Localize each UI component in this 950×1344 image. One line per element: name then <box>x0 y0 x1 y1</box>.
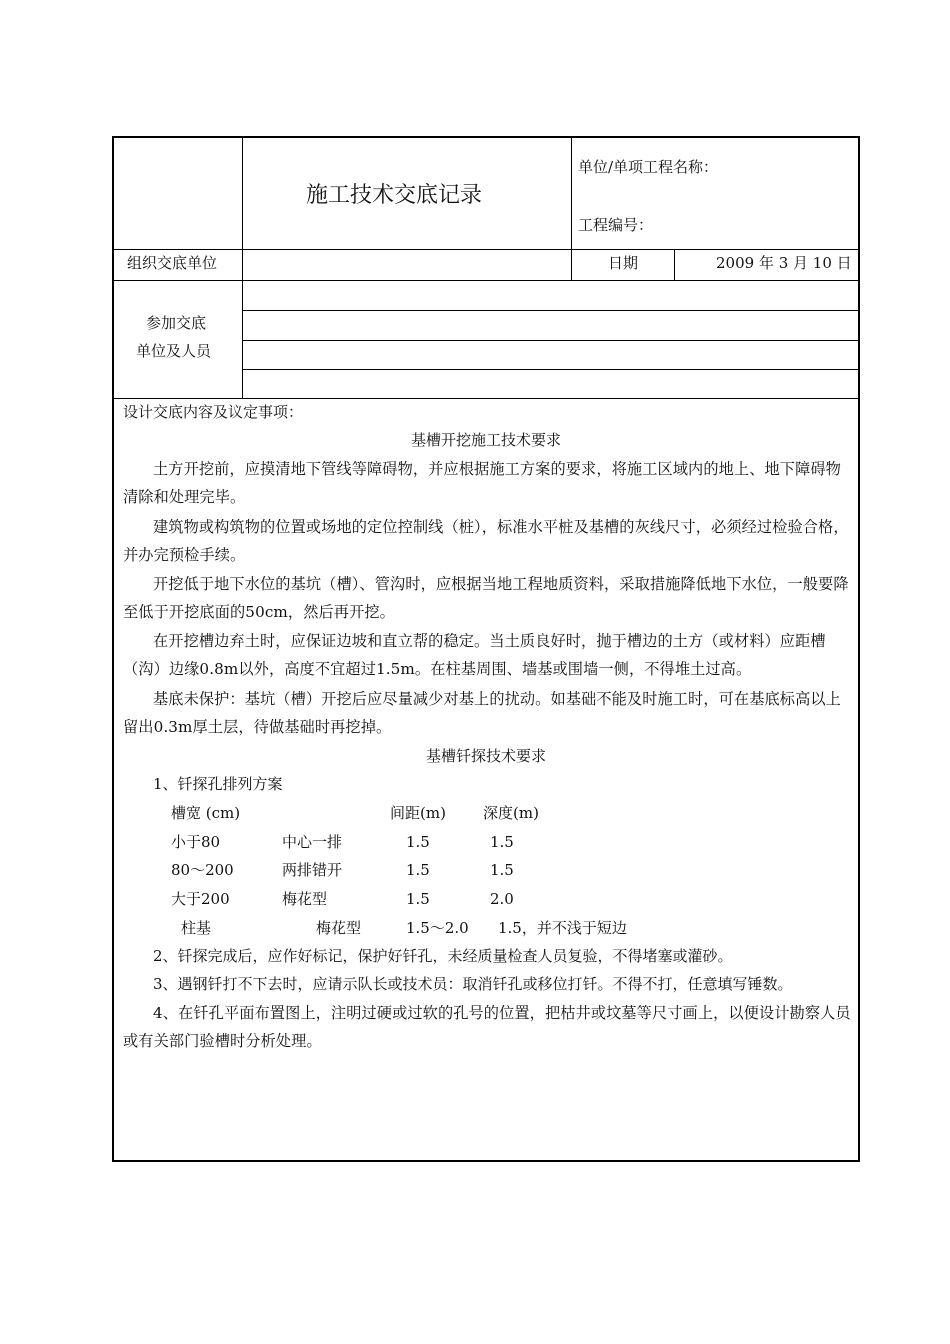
probe-table-header-spacing: 间距(m) <box>390 804 446 822</box>
divider-v-header-right <box>571 137 572 281</box>
section1-paragraph: 在开挖槽边弃土时，应保证边坡和直立帮的稳定。当土质良好时，抛于槽边的土方（或材料）应距槽（沟）边缘0.8m以外，高度不宜超过1.5m。在柱基周围、墙基或围墙一侧，不得堆土过高。 <box>123 632 826 678</box>
divider-h-org-bottom <box>113 280 859 281</box>
divider-h-participant-2 <box>242 340 859 341</box>
date-label: 日期 <box>608 254 639 272</box>
probe-item-3: 3、遇钢钎打不下去时，应请示队长或技术员：取消钎孔或移位打钎。不得不打，任意填写锤数。 <box>153 975 793 993</box>
section1-paragraph: 开挖低于地下水位的基坑（槽）、管沟时，应根据当地工程地质资料，采取措施降低地下水位，一般要降至低于开挖底面的50cm，然后再开挖。 <box>123 575 849 621</box>
probe-row-width: 80～200 <box>171 861 234 879</box>
date-value: 2009 年 3 月 10 日 <box>716 254 852 272</box>
probe-row-depth: 1.5 <box>490 833 514 851</box>
probe-row-depth: 1.5 <box>490 861 514 879</box>
probe-row-pattern: 梅花型 <box>316 919 362 937</box>
probe-item-4: 4、在钎孔平面布置图上，注明过硬或过软的孔号的位置，把枯井或坟墓等尺寸画上，以便设计勘察人员或有关部门验槽时分析处理。 <box>123 1004 851 1050</box>
probe-row-width: 柱基 <box>181 919 212 937</box>
probe-table-header-width: 槽宽 (cm) <box>171 804 241 822</box>
divider-h-participant-1 <box>242 310 859 311</box>
unit-project-name-label: 单位/单项工程名称： <box>578 158 719 176</box>
probe-row-spacing: 1.5 <box>406 890 430 908</box>
probe-row-pattern: 梅花型 <box>282 890 328 908</box>
content-heading: 设计交底内容及议定事项： <box>123 403 304 421</box>
org-unit-label: 组织交底单位 <box>127 254 218 272</box>
participants-label-line1: 参加交底 <box>146 314 207 332</box>
section2-title: 基槽钎探技术要求 <box>425 747 546 765</box>
participants-label-line2: 单位及人员 <box>136 342 212 360</box>
section1-paragraph: 建筑物或构筑物的位置或场地的定位控制线（桩），标准水平桩及基槽的灰线尺寸，必须经过检验合格，并办完预检手续。 <box>123 518 849 564</box>
probe-item-2: 2、钎探完成后，应作好标记，保护好钎孔，未经质量检查人员复验，不得堵塞或灌砂。 <box>153 947 733 965</box>
probe-row-width: 大于200 <box>171 890 230 908</box>
probe-row-pattern: 两排错开 <box>282 861 343 879</box>
probe-row-spacing: 1.5 <box>406 861 430 879</box>
divider-h-header-bottom <box>113 249 859 250</box>
probe-item-1: 1、钎探孔排列方案 <box>153 775 283 793</box>
section1-paragraph: 土方开挖前，应摸清地下管线等障碍物，并应根据施工方案的要求，将施工区域内的地上、地下障碍物清除和处理完毕。 <box>123 460 841 506</box>
divider-v-header-left <box>242 137 243 399</box>
probe-row-pattern: 中心一排 <box>282 833 343 851</box>
probe-row-width: 小于80 <box>171 833 221 851</box>
probe-row-depth: 1.5，并不浅于短边 <box>498 919 627 937</box>
section1-title: 基槽开挖施工技术要求 <box>410 431 561 449</box>
divider-h-participant-3 <box>242 369 859 370</box>
divider-v-date <box>674 249 675 281</box>
document-title: 施工技术交底记录 <box>306 183 483 208</box>
divider-h-participant-bottom <box>113 398 859 399</box>
probe-row-spacing: 1.5～2.0 <box>406 919 469 937</box>
section1-paragraph: 基底未保护：基坑（槽）开挖后应尽量减少对基上的扰动。如基础不能及时施工时，可在基底标高以上留出0.3m厚土层，待做基础时再挖掉。 <box>123 690 841 736</box>
project-number-label: 工程编号： <box>578 216 654 234</box>
probe-table-header-depth: 深度(m) <box>483 804 539 822</box>
probe-row-depth: 2.0 <box>490 890 514 908</box>
probe-row-spacing: 1.5 <box>406 833 430 851</box>
